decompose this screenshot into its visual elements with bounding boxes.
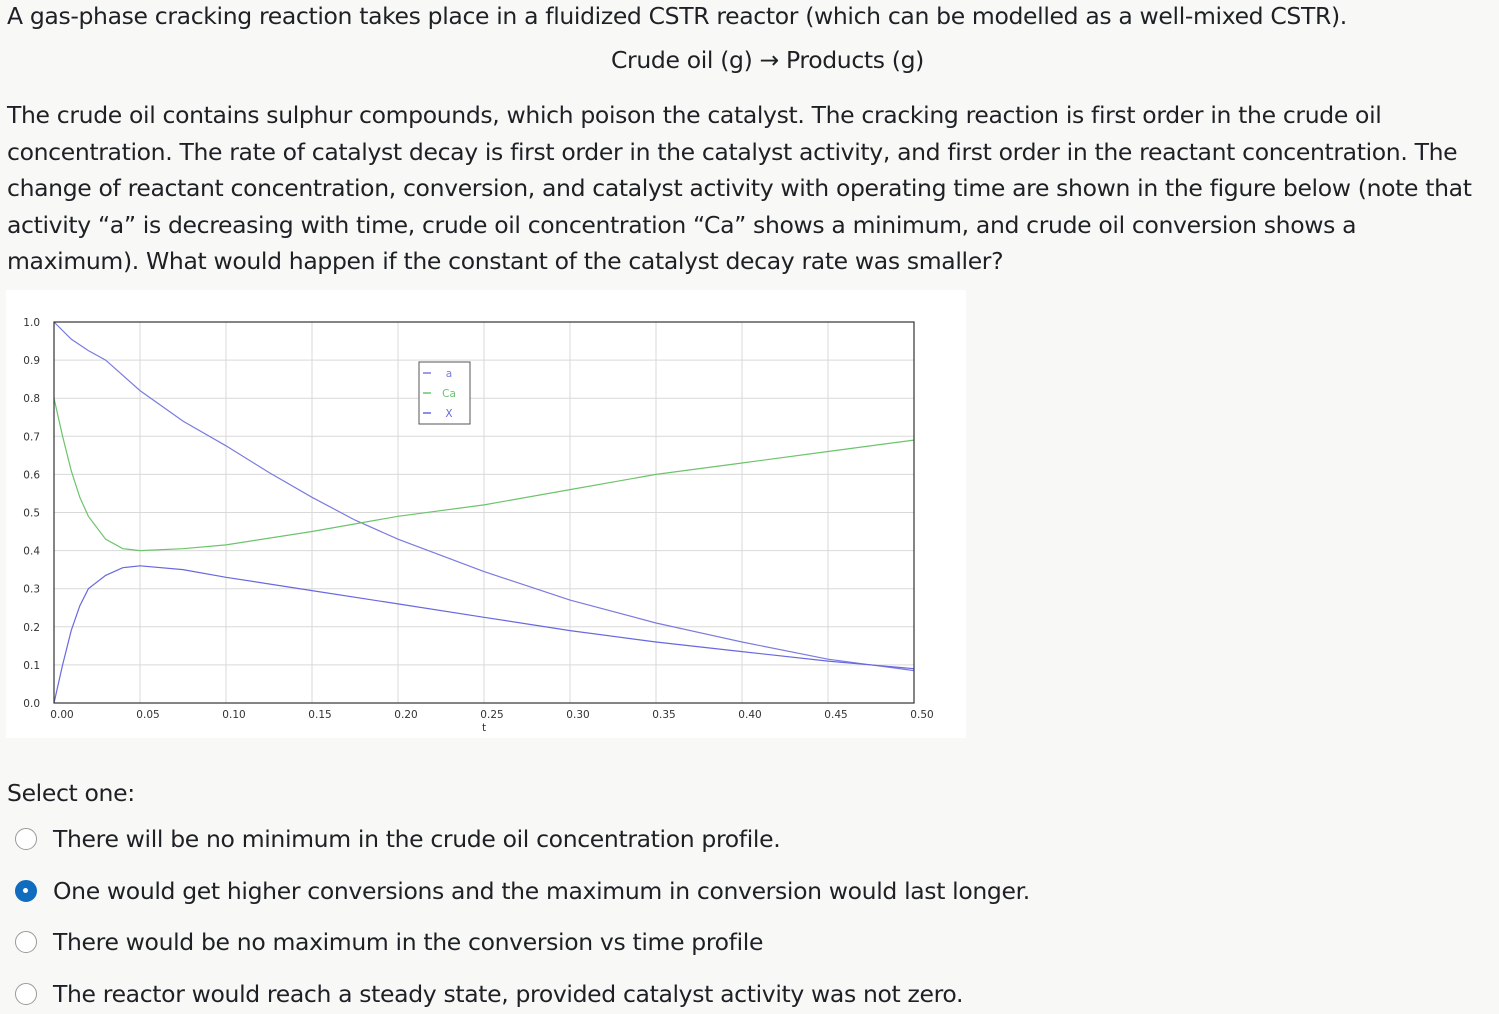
radio-button[interactable] [15, 983, 37, 1005]
y-tick-label: 0.6 [23, 469, 40, 482]
y-tick-label: 0.2 [23, 621, 40, 634]
question-intro: A gas-phase cracking reaction takes place in a fluidized CSTR reactor (which can be modelled as a well-mixed CSTR). [7, 2, 1347, 30]
x-tick-label: 0.05 [136, 709, 160, 721]
answer-option-2[interactable] [15, 871, 1030, 911]
x-tick-label: 0.15 [308, 709, 332, 721]
y-tick-label: 0.5 [23, 507, 40, 520]
y-tick-label: 0.4 [23, 545, 40, 558]
x-tick-label: 0.25 [480, 709, 504, 721]
y-tick-label: 0.8 [23, 393, 40, 406]
x-tick-label: 0.00 [50, 709, 74, 721]
answer-option-text: There will be no minimum in the crude oil concentration profile. [53, 825, 781, 853]
reaction-equation: Crude oil (g) → Products (g) [611, 46, 924, 74]
y-tick-label: 0.3 [23, 583, 40, 596]
select-one-label: Select one: [7, 779, 135, 807]
legend-label: a [445, 368, 453, 380]
question-body: The crude oil contains sulphur compounds, which poison the catalyst. The cracking reaction is first order in the crude oil concentration. The rate of catalyst decay is first order in the catalyst activity, and first order in the reactant concentration. The change of reactant concentration, conversion, and catalyst activity with operating time are shown in the figure below (note that activity “a” is decreasing with time, crude oil concentration “Ca” shows a minimum, and crude oil conversion shows a maximum). What would happen if the constant of the catalyst decay rate was smaller? [7, 101, 1472, 275]
answer-option-text: There would be no maximum in the conversion vs time profile [53, 928, 764, 956]
line-chart [6, 290, 966, 738]
y-tick-label: 0.0 [23, 698, 40, 710]
x-tick-label: 0.35 [652, 709, 676, 721]
x-tick-label: 0.50 [910, 709, 934, 721]
x-tick-label: 0.45 [824, 709, 848, 721]
chart-figure [6, 290, 966, 738]
answer-option-text: One would get higher conversions and the maximum in conversion would last longer. [53, 877, 1030, 905]
y-tick-label: 0.7 [23, 431, 40, 444]
x-tick-label: 0.10 [222, 709, 246, 721]
x-axis-label: t [481, 722, 487, 734]
answer-option-3[interactable] [15, 922, 763, 962]
radio-button[interactable] [15, 931, 37, 953]
legend-label: Ca [442, 388, 456, 400]
x-tick-label: 0.30 [566, 709, 590, 721]
radio-button[interactable] [15, 880, 37, 902]
answer-option-text: The reactor would reach a steady state, provided catalyst activity was not zero. [53, 980, 964, 1008]
answer-option-1[interactable] [15, 819, 780, 859]
x-tick-label: 0.40 [738, 709, 762, 721]
answer-option-4[interactable] [15, 974, 963, 1014]
y-tick-label: 0.9 [23, 355, 40, 368]
y-tick-label: 0.1 [23, 659, 40, 672]
x-tick-label: 0.20 [394, 709, 418, 721]
y-tick-label: 1.0 [23, 317, 40, 329]
radio-button[interactable] [15, 828, 37, 850]
legend-label: X [445, 408, 453, 420]
